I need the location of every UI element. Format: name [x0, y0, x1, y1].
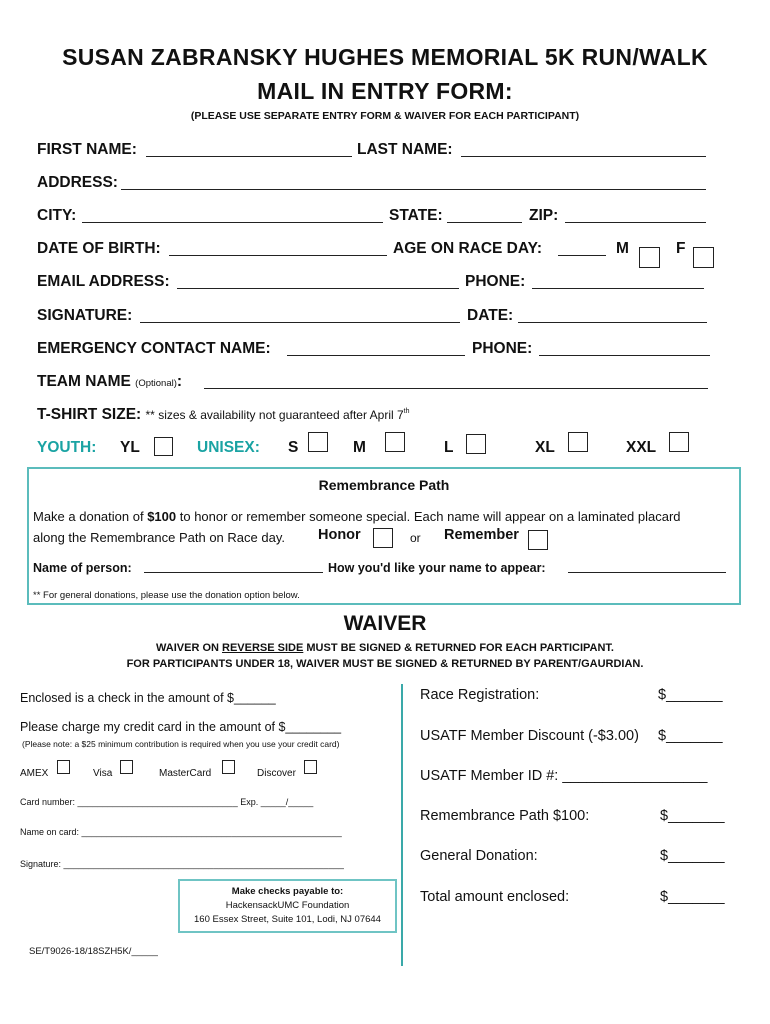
zip-field[interactable]: [565, 208, 706, 223]
total-enclosed-label: Total amount enclosed:: [420, 889, 570, 905]
general-donation-label: General Donation:: [420, 848, 538, 864]
male-label: M: [616, 240, 629, 257]
form-title: SUSAN ZABRANSKY HUGHES MEMORIAL 5K RUN/WALK: [62, 44, 708, 70]
name-of-person-field[interactable]: [144, 559, 323, 573]
team-name-field[interactable]: [204, 374, 708, 389]
form-instruction: (PLEASE USE SEPARATE ENTRY FORM & WAIVER FOR EACH PARTICIPANT): [190, 110, 580, 122]
signature-field[interactable]: [140, 308, 460, 323]
size-l-checkbox[interactable]: [466, 434, 486, 454]
waiver-instruction-1: WAIVER ON REVERSE SIDE MUST BE SIGNED & RETURNED FOR EACH PARTICIPANT.: [156, 642, 614, 654]
checks-payable-address: 160 Essex Street, Suite 101, Lodi, NJ 07644: [194, 914, 381, 925]
zip-label: ZIP:: [529, 207, 559, 224]
size-xl-checkbox[interactable]: [568, 432, 588, 452]
name-on-card-line[interactable]: Name on card: ____________________________________________________: [20, 827, 342, 837]
waiver-title: WAIVER: [343, 612, 427, 635]
card-signature-line[interactable]: Signature: ________________________________________________________: [20, 859, 344, 869]
name-of-person-label: Name of person:: [33, 561, 132, 575]
size-m-label: M: [353, 439, 366, 456]
race-registration-label: Race Registration:: [420, 687, 540, 703]
size-m-checkbox[interactable]: [385, 432, 405, 452]
age-field[interactable]: [558, 241, 606, 256]
state-label: STATE:: [389, 207, 443, 224]
emergency-phone-field[interactable]: [539, 341, 710, 356]
remembrance-description: Make a donation of $100 to honor or remember someone special. Each name will appear on a laminated placard: [33, 509, 681, 524]
credit-card-amount-line[interactable]: Please charge my credit card in the amount of $________: [20, 720, 342, 734]
amex-label: AMEX: [20, 768, 49, 779]
race-registration-amount[interactable]: $_______: [658, 687, 723, 703]
waiver-instruction-2: FOR PARTICIPANTS UNDER 18, WAIVER MUST BE SIGNED & RETURNED BY PARENT/GAURDIAN.: [126, 658, 644, 670]
phone-label: PHONE:: [465, 273, 526, 290]
size-s-label: S: [288, 439, 299, 456]
address-label: ADDRESS:: [37, 174, 118, 191]
discover-checkbox[interactable]: [304, 760, 317, 774]
female-checkbox[interactable]: [693, 247, 714, 268]
tshirt-size-label: T-SHIRT SIZE: ** sizes & availability not guaranteed after April 7th: [37, 406, 410, 423]
discover-label: Discover: [257, 768, 296, 779]
remembrance-path-title: Remembrance Path: [318, 477, 450, 493]
size-s-checkbox[interactable]: [308, 432, 328, 452]
visa-label: Visa: [93, 768, 113, 779]
remembrance-path-amount[interactable]: $_______: [660, 808, 725, 824]
visa-checkbox[interactable]: [120, 760, 133, 774]
checks-payable-box: [178, 879, 397, 933]
remember-checkbox[interactable]: [528, 530, 548, 550]
dob-label: DATE OF BIRTH:: [37, 240, 161, 257]
first-name-field[interactable]: [146, 142, 352, 157]
email-label: EMAIL ADDRESS:: [37, 273, 170, 290]
emergency-contact-field[interactable]: [287, 341, 465, 356]
city-label: CITY:: [37, 207, 77, 224]
size-yl-label: YL: [120, 439, 140, 456]
phone-field[interactable]: [532, 274, 704, 289]
last-name-field[interactable]: [461, 142, 706, 157]
remembrance-path-label: Remembrance Path $100:: [420, 808, 590, 824]
address-field[interactable]: [121, 175, 706, 190]
general-donation-amount[interactable]: $_______: [660, 848, 725, 864]
remembrance-description-line2: along the Remembrance Path on Race day.: [33, 530, 285, 545]
general-donation-note: ** For general donations, please use the donation option below.: [33, 590, 300, 601]
male-checkbox[interactable]: [639, 247, 660, 268]
signature-label: SIGNATURE:: [37, 307, 133, 324]
last-name-label: LAST NAME:: [357, 141, 453, 158]
check-amount-line[interactable]: Enclosed is a check in the amount of $______: [20, 691, 276, 705]
youth-label: YOUTH:: [37, 439, 97, 456]
usatf-discount-label: USATF Member Discount (-$3.00): [420, 728, 639, 744]
size-xxl-label: XXL: [626, 439, 657, 456]
checks-payable-org: HackensackUMC Foundation: [225, 900, 350, 911]
team-optional-note: (Optional): [135, 378, 177, 389]
total-enclosed-amount[interactable]: $_______: [660, 889, 725, 905]
dob-field[interactable]: [169, 241, 387, 256]
emergency-phone-label: PHONE:: [472, 340, 533, 357]
usatf-member-id-line[interactable]: USATF Member ID #: __________________: [420, 768, 708, 784]
mastercard-label: MasterCard: [159, 768, 212, 779]
card-number-line[interactable]: Card number: ________________________________ Exp. _____/_____: [20, 797, 314, 807]
email-field[interactable]: [177, 274, 459, 289]
female-label: F: [676, 240, 686, 257]
amex-checkbox[interactable]: [57, 760, 70, 774]
name-appearance-field[interactable]: [568, 559, 726, 573]
age-label: AGE ON RACE DAY:: [393, 240, 542, 257]
or-label: or: [410, 531, 421, 545]
date-field[interactable]: [518, 308, 707, 323]
size-xxl-checkbox[interactable]: [669, 432, 689, 452]
size-l-label: L: [444, 439, 454, 456]
name-appearance-label: How you'd like your name to appear:: [328, 561, 546, 575]
mastercard-checkbox[interactable]: [222, 760, 235, 774]
form-subtitle-heading: MAIL IN ENTRY FORM:: [257, 78, 513, 104]
honor-checkbox[interactable]: [373, 528, 393, 548]
size-xl-label: XL: [535, 439, 555, 456]
remember-label: Remember: [444, 527, 519, 543]
credit-card-minimum-note: (Please note: a $25 minimum contribution is required when you use your credit card): [22, 739, 340, 749]
team-name-label: TEAM NAME (Optional):: [37, 373, 183, 390]
form-code: SE/T9026-18/18SZH5K/_____: [29, 946, 158, 957]
date-label: DATE:: [467, 307, 514, 324]
city-field[interactable]: [82, 208, 383, 223]
first-name-label: FIRST NAME:: [37, 141, 137, 158]
checks-payable-title: Make checks payable to:: [231, 886, 344, 897]
state-field[interactable]: [447, 208, 522, 223]
unisex-label: UNISEX:: [197, 439, 260, 456]
size-yl-checkbox[interactable]: [154, 437, 173, 456]
tshirt-note: ** sizes & availability not guaranteed after April 7: [145, 408, 404, 422]
honor-label: Honor: [318, 527, 361, 543]
column-divider: [401, 684, 403, 966]
usatf-discount-amount[interactable]: $_______: [658, 728, 723, 744]
emergency-contact-label: EMERGENCY CONTACT NAME:: [37, 340, 271, 357]
